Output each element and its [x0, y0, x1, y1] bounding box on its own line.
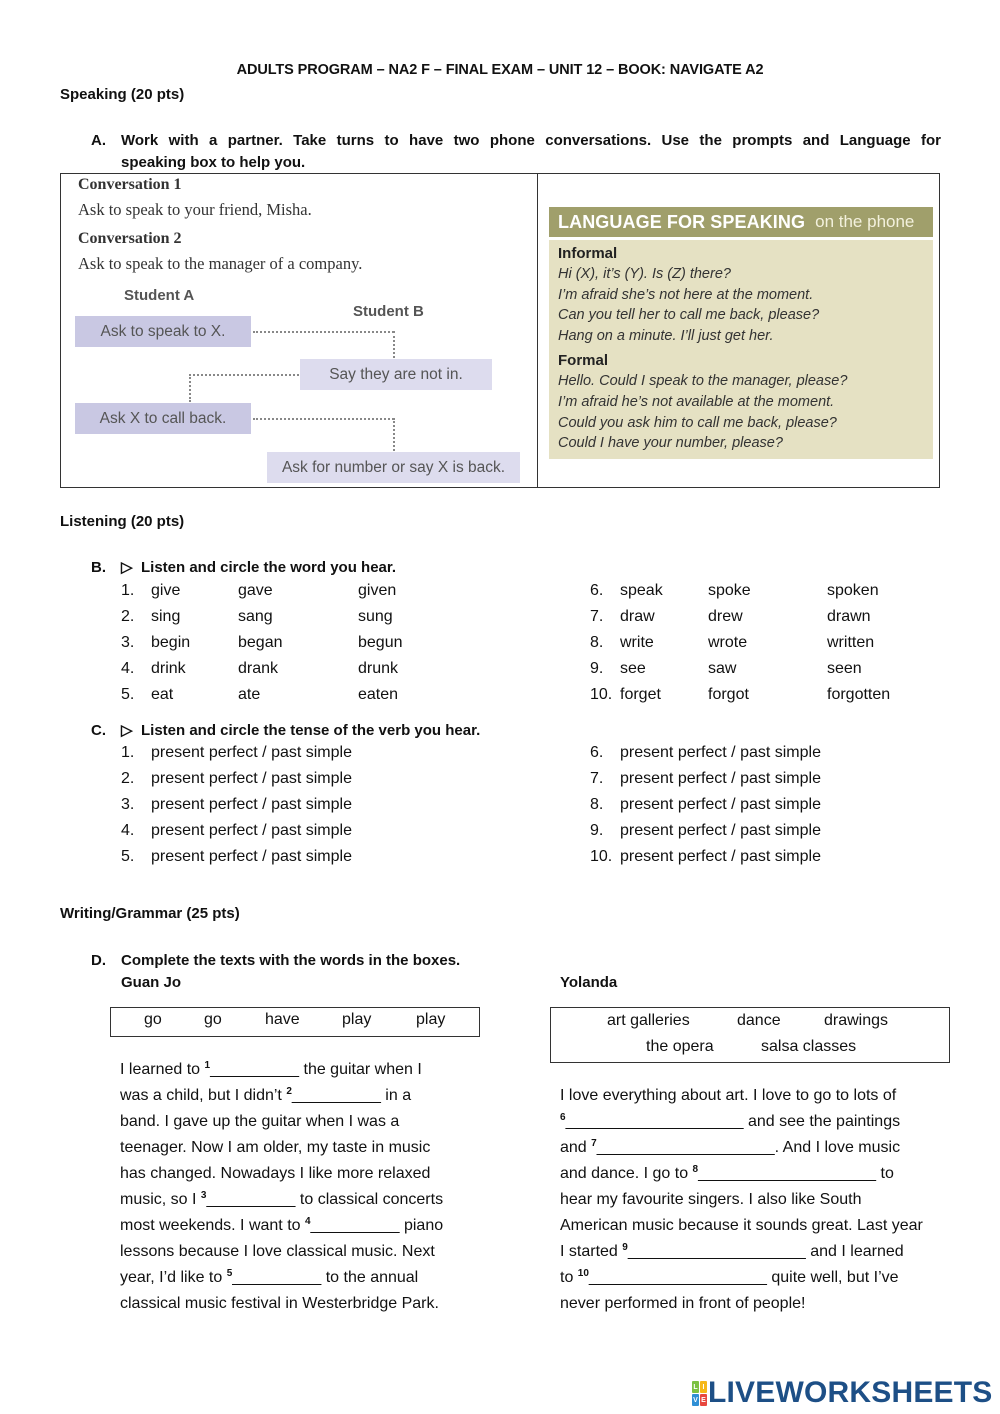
informal-heading: Informal	[558, 245, 618, 262]
yolanda-text: I love everything about art. I love to go to lots of $^6$____________________ and see the paintings and $^7$____________________. And I love music and dance. I go to $^8$____________________ to hear my favourite singers. I also like South American music because it sounds great. Last year I started $^9$____________________ and I learned to $^{10}$____________________ quite well, but I’ve never performed in front of people!	[560, 1087, 923, 1312]
flow-connector	[189, 374, 191, 402]
item-number: 2.	[121, 608, 135, 625]
instruction-text: Listen and circle the tense of the verb you hear.	[141, 722, 481, 739]
flow-step-1: Ask to speak to X.	[75, 316, 251, 347]
word-option[interactable]: forgotten	[827, 686, 891, 703]
word-option[interactable]: eaten	[358, 686, 399, 703]
language-box-body	[549, 240, 933, 459]
word-option[interactable]: seen	[827, 660, 862, 677]
tense-options[interactable]: present perfect / past simple	[620, 796, 821, 813]
guan-jo-text: I learned to $^1$__________ the guitar when I was a child, but I didn’t $^2$__________ in a band. I gave up the guitar when I was a teenager. Now I am older, my taste in music has changed. Nowadays I like more relaxed music, so I $^3$__________ to classical concerts most weekends. I want to $^4$__________ piano lessons because I love classical music. Next year, I’d like to $^5$__________ to the annual classical music festival in Westerbridge Park.	[120, 1060, 444, 1312]
instruction-c	[91, 720, 691, 742]
tense-options[interactable]: present perfect / past simple	[620, 770, 821, 787]
instruction-text-line2: speaking box to help you.	[121, 154, 306, 171]
guan-jo-word-box	[110, 1007, 480, 1037]
item-number: 5.	[121, 686, 135, 703]
formal-phrase: Hello. Could I speak to the manager, please?	[558, 373, 848, 390]
blank-2[interactable]: __________	[291, 1087, 381, 1104]
word-option[interactable]: spoken	[827, 582, 879, 599]
word-option[interactable]: speak	[620, 582, 663, 599]
tense-options[interactable]: present perfect / past simple	[620, 822, 821, 839]
tense-options[interactable]: present perfect / past simple	[151, 848, 352, 865]
word-option[interactable]: drank	[238, 660, 279, 677]
formal-phrase: Could I have your number, please?	[558, 435, 783, 452]
language-box-header	[549, 207, 933, 237]
blank-7[interactable]: ____________________	[596, 1139, 775, 1156]
word-box-item: go	[204, 1011, 222, 1028]
item-number: 4.	[121, 660, 135, 677]
blank-number: 5	[226, 1268, 233, 1279]
conversation-1-text: Ask to speak to your friend, Misha.	[78, 200, 312, 219]
word-box-item: have	[265, 1011, 300, 1028]
tense-options[interactable]: present perfect / past simple	[151, 770, 352, 787]
student-a-label: Student A	[124, 287, 195, 304]
flow-step-4: Ask for number or say X is back.	[267, 452, 520, 483]
word-option[interactable]: write	[620, 634, 654, 651]
item-number: 6.	[590, 744, 604, 761]
instruction-letter: D.	[91, 952, 106, 969]
item-number: 3.	[121, 796, 135, 813]
blank-number: 9	[622, 1242, 628, 1253]
tense-options[interactable]: present perfect / past simple	[620, 744, 821, 761]
blank-number: 3	[200, 1190, 207, 1201]
word-option[interactable]: saw	[708, 660, 737, 677]
word-option[interactable]: drink	[151, 660, 186, 677]
liveworksheets-logo-icon: L I V E	[692, 1381, 706, 1405]
word-option[interactable]: spoke	[708, 582, 751, 599]
liveworksheets-logo[interactable]	[692, 1376, 993, 1410]
flow-step-3: Ask X to call back.	[75, 403, 251, 434]
play-triangle-icon[interactable]: ▷	[121, 722, 133, 739]
informal-phrase: Can you tell her to call me back, please?	[558, 307, 820, 324]
writing-heading: Writing/Grammar (25 pts)	[60, 905, 240, 922]
play-triangle-icon[interactable]: ▷	[121, 559, 133, 576]
formal-phrase: I’m afraid he’s not available at the moment.	[558, 393, 835, 410]
word-option[interactable]: began	[238, 634, 283, 651]
informal-phrase: I’m afraid she’s not here at the moment.	[558, 286, 814, 303]
item-number: 3.	[121, 634, 135, 651]
word-option[interactable]: draw	[620, 608, 655, 625]
word-option[interactable]: gave	[238, 582, 273, 599]
item-number: 4.	[121, 822, 135, 839]
word-box-item: play	[342, 1011, 372, 1028]
item-number: 1.	[121, 744, 135, 761]
conversation-2-text: Ask to speak to the manager of a company.	[78, 254, 363, 273]
yolanda-name: Yolanda	[560, 974, 618, 991]
instruction-text-line1: Work with a partner. Take turns to have two phone conversations. Use the prompts and Language for	[121, 132, 941, 149]
item-number: 2.	[121, 770, 135, 787]
item-number: 5.	[121, 848, 135, 865]
blank-3[interactable]: __________	[206, 1191, 296, 1208]
blank-4[interactable]: __________	[310, 1217, 400, 1234]
word-option[interactable]: give	[151, 582, 181, 599]
language-for-speaking-box	[539, 174, 939, 487]
guan-jo-name: Guan Jo	[121, 974, 182, 991]
informal-phrase: Hi (X), it’s (Y). Is (Z) there?	[558, 266, 731, 282]
flow-connector	[393, 331, 395, 358]
word-box-item: dance	[737, 1012, 781, 1029]
item-number: 10.	[590, 686, 613, 703]
item-number: 7.	[590, 770, 604, 787]
word-option[interactable]: ate	[238, 686, 261, 703]
instruction-text: Listen and circle the word you hear.	[141, 559, 397, 576]
blank-number: 6	[560, 1112, 566, 1123]
word-option[interactable]: see	[620, 660, 646, 677]
student-b-label: Student B	[353, 303, 424, 320]
liveworksheets-logo-text: LIVEWORKSHEETS	[708, 1376, 993, 1409]
word-option[interactable]: wrote	[708, 634, 748, 651]
instruction-text: Complete the texts with the words in the boxes.	[121, 952, 461, 969]
instruction-letter: A.	[91, 132, 106, 149]
flow-step-2: Say they are not in.	[300, 359, 492, 390]
tense-options[interactable]: present perfect / past simple	[151, 744, 352, 761]
blank-5[interactable]: __________	[232, 1269, 322, 1286]
word-option[interactable]: given	[358, 582, 397, 599]
blank-number: 10	[577, 1268, 589, 1279]
instruction-letter: C.	[91, 722, 106, 739]
listening-heading: Listening (20 pts)	[60, 513, 185, 530]
blank-6[interactable]: ____________________	[565, 1113, 744, 1130]
instruction-letter: B.	[91, 559, 106, 576]
flow-connector	[189, 374, 299, 376]
item-number: 7.	[590, 608, 604, 625]
blank-1[interactable]: __________	[210, 1061, 300, 1078]
blank-8[interactable]: ____________________	[698, 1165, 877, 1182]
word-box-item: play	[416, 1011, 446, 1028]
blank-10[interactable]: ____________________	[588, 1269, 767, 1286]
word-option[interactable]: begin	[151, 634, 191, 651]
word-option[interactable]: written	[827, 634, 875, 651]
word-box-item: go	[144, 1011, 162, 1028]
word-option[interactable]: drawn	[827, 608, 871, 625]
item-number: 8.	[590, 634, 604, 651]
conversation-1-title: Conversation 1	[78, 176, 182, 193]
flow-connector	[393, 418, 395, 451]
word-box-item: art galleries	[607, 1012, 690, 1029]
instruction-b	[91, 557, 691, 579]
item-number: 8.	[590, 796, 604, 813]
blank-number: 7	[591, 1138, 597, 1149]
instruction-d	[91, 950, 541, 994]
flow-connector	[253, 331, 394, 333]
word-option[interactable]: drunk	[358, 660, 399, 677]
word-option[interactable]: begun	[358, 634, 403, 651]
speaking-heading: Speaking (20 pts)	[60, 86, 185, 103]
word-box-item: drawings	[824, 1012, 889, 1029]
blank-number: 4	[304, 1216, 311, 1227]
yolanda-word-box	[550, 1007, 950, 1063]
word-option[interactable]: eat	[151, 686, 174, 703]
word-option[interactable]: forget	[620, 686, 661, 703]
blank-9[interactable]: ____________________	[627, 1243, 806, 1260]
word-option[interactable]: sung	[358, 608, 393, 625]
conversation-2-title: Conversation 2	[78, 230, 182, 247]
item-number: 9.	[590, 822, 604, 839]
blank-number: 2	[286, 1086, 292, 1097]
tense-options[interactable]: present perfect / past simple	[151, 822, 352, 839]
speaking-table	[60, 173, 940, 488]
word-option[interactable]: forgot	[708, 686, 749, 703]
blank-number: 1	[204, 1060, 211, 1071]
table-divider	[537, 174, 538, 487]
instruction-a	[91, 130, 941, 174]
word-option[interactable]: sang	[238, 608, 273, 625]
tense-options[interactable]: present perfect / past simple	[620, 848, 821, 865]
word-box-item: salsa classes	[761, 1038, 857, 1055]
word-option[interactable]: drew	[708, 608, 743, 625]
informal-phrase: Hang on a minute. I’ll just get her.	[558, 327, 774, 344]
word-option[interactable]: sing	[151, 608, 181, 625]
blank-number: 8	[692, 1164, 699, 1175]
word-box-item: the opera	[646, 1038, 714, 1055]
item-number: 9.	[590, 660, 604, 677]
tense-options[interactable]: present perfect / past simple	[151, 796, 352, 813]
item-number: 1.	[121, 582, 135, 599]
exam-title: ADULTS PROGRAM – NA2 F – FINAL EXAM – UNIT 12 – BOOK: NAVIGATE A2	[236, 62, 764, 78]
formal-phrase: Could you ask him to call me back, please?	[558, 414, 837, 431]
flow-connector	[253, 418, 394, 420]
item-number: 6.	[590, 582, 604, 599]
formal-heading: Formal	[558, 352, 609, 370]
language-box-title: LANGUAGE FOR SPEAKING	[558, 211, 806, 232]
language-box-subtitle: on the phone	[815, 212, 915, 231]
item-number: 10.	[590, 848, 613, 865]
